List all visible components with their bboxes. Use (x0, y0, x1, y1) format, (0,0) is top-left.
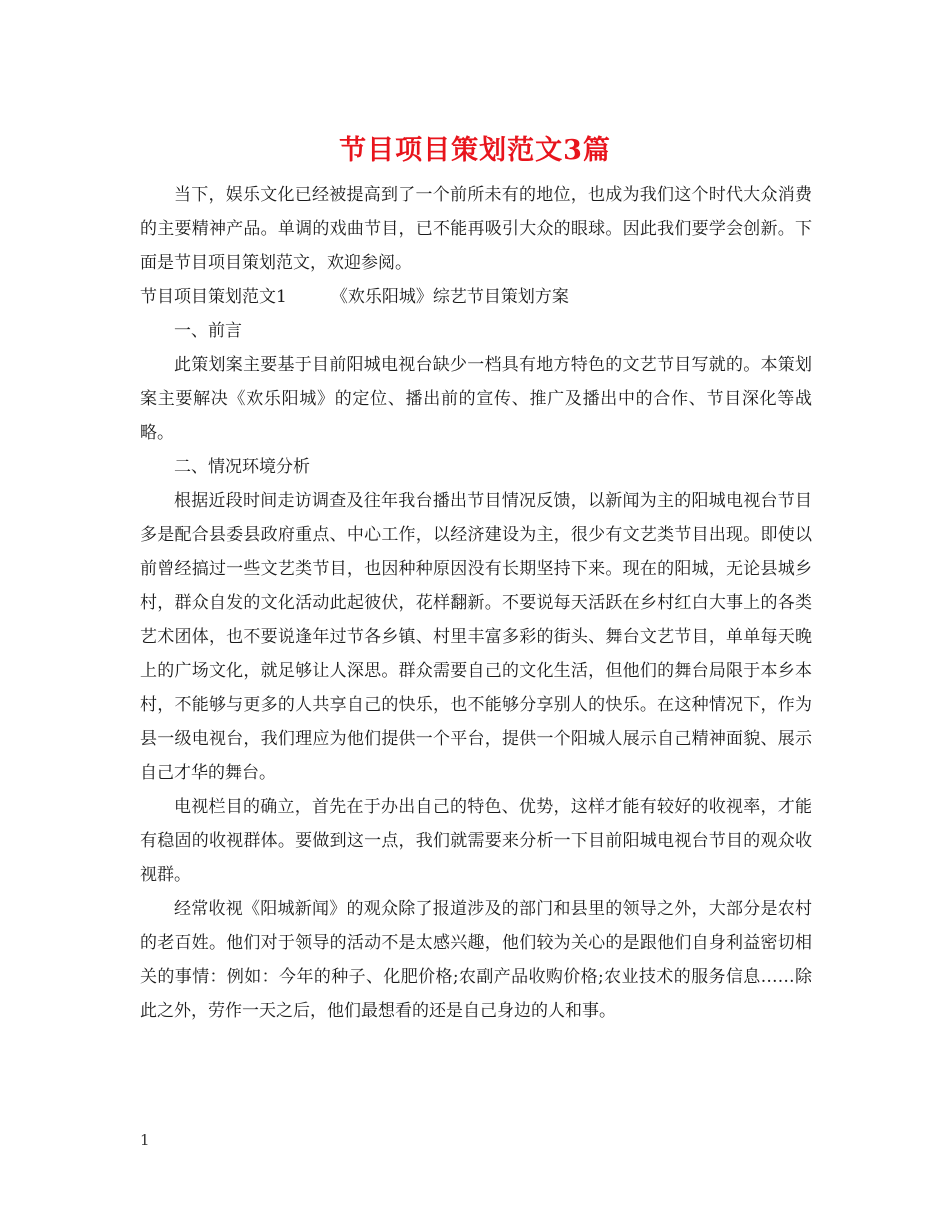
analysis-paragraph-1: 根据近段时间走访调查及往年我台播出节目情况反馈，以新闻为主的阳城电视台节目多是配合县委县政府重点、中心工作，以经济建设为主，很少有文艺类节目出现。即使以前曾经搞过一些文艺类节目，也因种种原因没有长期坚持下来。现在的阳城，无论县城乡村，群众自发的文化活动此起彼伏，花样翻新。不要说每天活跃在乡村红白大事上的各类艺术团体，也不要说逢年过节各乡镇、村里丰富多彩的街头、舞台文艺节目，单单每天晚上的广场文化，就足够让人深思。群众需要自己的文化生活，但他们的舞台局限于本乡本村，不能够与更多的人共享自己的快乐，也不能够分享别人的快乐。在这种情况下，作为县一级电视台，我们理应为他们提供一个平台，提供一个阳城人展示自己精神面貌、展示自己才华的舞台。 (140, 491, 812, 783)
heading-situation-analysis: 二、情况环境分析 (174, 457, 310, 477)
analysis-paragraph-2: 电视栏目的确立，首先在于办出自己的特色、优势，这样才能有较好的收视率，才能有稳固的收视群体。要做到这一点，我们就需要来分析一下目前阳城电视台节目的观众收视群。 (140, 797, 812, 885)
document-body (140, 178, 812, 1028)
preface-paragraph: 此策划案主要基于目前阳城电视台缺少一档具有地方特色的文艺节目写就的。本策划案主要解决《欢乐阳城》的定位、播出前的宣传、推广及播出中的合作、节目深化等战略。 (140, 355, 812, 443)
section-heading-line (140, 280, 812, 314)
page-number: 1 (140, 1131, 150, 1149)
analysis-paragraph-3: 经常收视《阳城新闻》的观众除了报道涉及的部门和县里的领导之外，大部分是农村的老百姓。他们对于领导的活动不是太感兴趣，他们较为关心的是跟他们自身利益密切相关的事情：例如：今年的种子、化肥价格;农副产品收购价格;农业技术的服务信息……除此之外，劳作一天之后，他们最想看的还是自己身边的人和事。 (140, 899, 812, 1021)
document-title: 节目项目策划范文3篇 (339, 135, 611, 166)
intro-paragraph: 当下，娱乐文化已经被提高到了一个前所未有的地位，也成为我们这个时代大众消费的主要精神产品。单调的戏曲节目，已不能再吸引大众的眼球。因此我们要学会创新。下面是节目项目策划范文，欢迎参阅。 (140, 185, 812, 273)
section-title: 《欢乐阳城》综艺节目策划方案 (330, 287, 569, 307)
section-label: 节目项目策划范文1 (140, 287, 287, 307)
heading-preface: 一、前言 (174, 321, 242, 341)
